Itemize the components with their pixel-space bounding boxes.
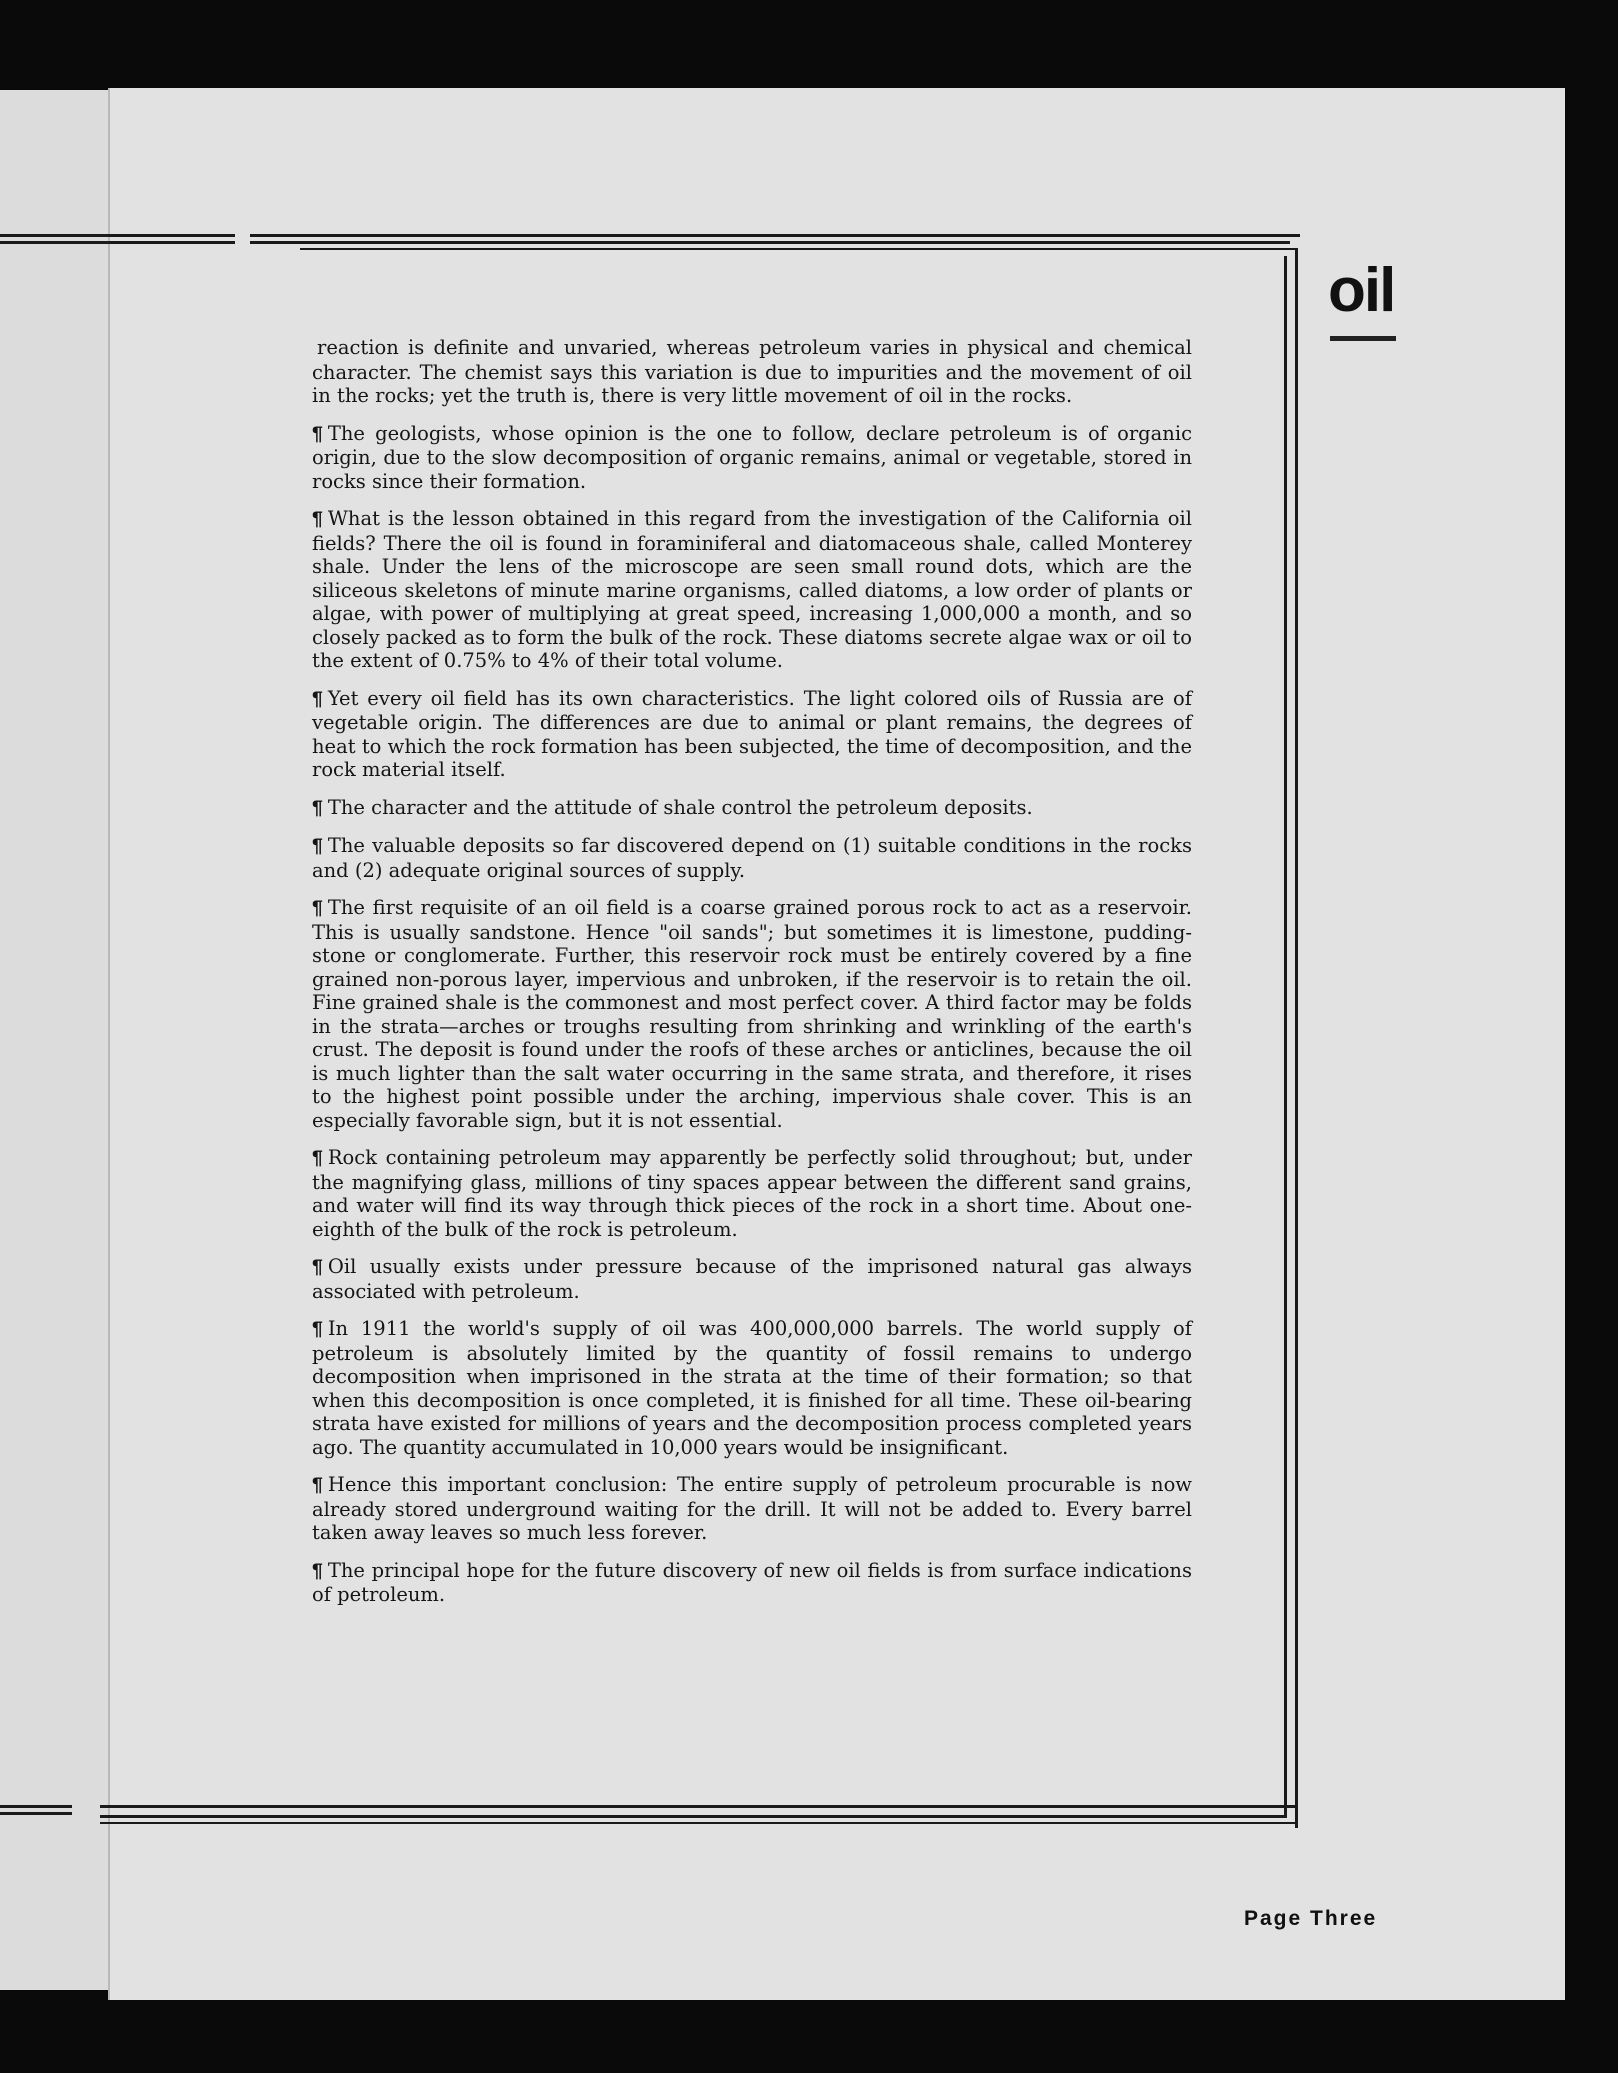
paragraph: ¶ The geologists, whose opinion is the one to follow, declare petroleum is of organic origin, due to the slow decomposition of organic remains, animal or vegetable, stored in rocks since their formation. bbox=[312, 421, 1192, 493]
paragraph: reaction is definite and unvaried, whereas petroleum varies in physical and chemical character. The chemist says this variation is due to impurities and the movement of oil in the rocks; yet the truth is, there is very little movement of oil in the rocks. bbox=[312, 336, 1192, 407]
paragraph: ¶ What is the lesson obtained in this regard from the investigation of the California oil fields? There the oil is found in foraminiferal and diatomaceous shale, called Monterey shale. Under the lens of the microscope are seen small round dots, which are the siliceous skeletons of minute marine organisms, called diatoms, a low order of plants or algae, with power of multiplying at great speed, increasing 1,000,000 a month, and so closely packed as to form the bulk of the rock. These diatoms secrete algae wax or oil to the extent of 0.75% to 4% of their total volume. bbox=[312, 507, 1192, 672]
paragraph: ¶ Rock containing petroleum may apparently be perfectly solid throughout; but, under the magnifying glass, millions of tiny spaces appear between the different sand grains, and water will find its way through thick pieces of the rock in a short time. About one-eighth of the bulk of the rock is petroleum. bbox=[312, 1146, 1192, 1241]
pilcrow-mark: ¶ bbox=[312, 422, 323, 445]
paragraph: ¶ Oil usually exists under pressure because of the imprisoned natural gas always associated with petroleum. bbox=[312, 1255, 1192, 1303]
paragraph: ¶ The character and the attitude of shale control the petroleum deposits. bbox=[312, 795, 1033, 819]
pilcrow-mark: ¶ bbox=[312, 1256, 323, 1278]
pilcrow-mark: ¶ bbox=[312, 687, 323, 710]
facing-page bbox=[0, 90, 121, 1990]
section-title-underline bbox=[1330, 336, 1396, 341]
pilcrow-mark: ¶ bbox=[312, 1147, 323, 1169]
pilcrow-mark: ¶ bbox=[312, 1474, 323, 1496]
pilcrow-mark: ¶ bbox=[312, 897, 323, 919]
paragraph: ¶ In 1911 the world's supply of oil was 400,000,000 barrels. The world supply of petroleum is absolutely limited by the quantity of fossil remains to undergo decomposition when imprisoned in the strata at the time of their formation; so that when this decomposition is once completed, it is finished for all time. These oil-bearing strata have existed for millions of years and the decomposition process completed years ago. The quantity accumulated in 10,000 years would be insignificant. bbox=[312, 1317, 1192, 1459]
article-body bbox=[312, 336, 1192, 1621]
pilcrow-mark: ¶ bbox=[312, 796, 323, 819]
paragraph: ¶ Yet every oil field has its own characteristics. The light colored oils of Russia are of vegetable origin. The differences are due to animal or plant remains, the degrees of heat to which the rock formation has been subjected, the time of decomposition, and the rock material itself. bbox=[312, 686, 1192, 781]
pilcrow-mark: ¶ bbox=[312, 1559, 323, 1582]
pilcrow-mark: ¶ bbox=[312, 508, 323, 530]
section-title: oil bbox=[1328, 256, 1395, 325]
page-number: Page Three bbox=[1244, 1907, 1378, 1930]
pilcrow-mark: ¶ bbox=[312, 835, 323, 857]
paragraph: ¶ The principal hope for the future discovery of new oil fields is from surface indications of petroleum. bbox=[312, 1558, 1192, 1606]
paragraph: ¶ Hence this important conclusion: The entire supply of petroleum procurable is now already stored underground waiting for the drill. It will not be added to. Every barrel taken away leaves so much less forever. bbox=[312, 1473, 1192, 1544]
pilcrow-mark: ¶ bbox=[312, 1318, 323, 1340]
paragraph: ¶ The first requisite of an oil field is a coarse grained porous rock to act as a reservoir. This is usually sandstone. Hence "oil sands"; but sometimes it is limestone, pudding-stone or conglomerate. Further, this reservoir rock must be entirely covered by a fine grained non-porous layer, impervious and unbroken, if the reservoir is to retain the oil. Fine grained shale is the commonest and most perfect cover. A third factor may be folds in the strata—arches or troughs resulting from shrinking and wrinkling of the earth's crust. The deposit is found under the roofs of these arches or anticlines, because the oil is much lighter than the salt water occurring in the same strata, and therefore, it rises to the highest point possible under the arching, impervious shale cover. This is an especially favorable sign, but it is not essential. bbox=[312, 896, 1192, 1132]
paragraph: ¶ The valuable deposits so far discovered depend on (1) suitable conditions in the rocks and (2) adequate original sources of supply. bbox=[312, 834, 1192, 882]
